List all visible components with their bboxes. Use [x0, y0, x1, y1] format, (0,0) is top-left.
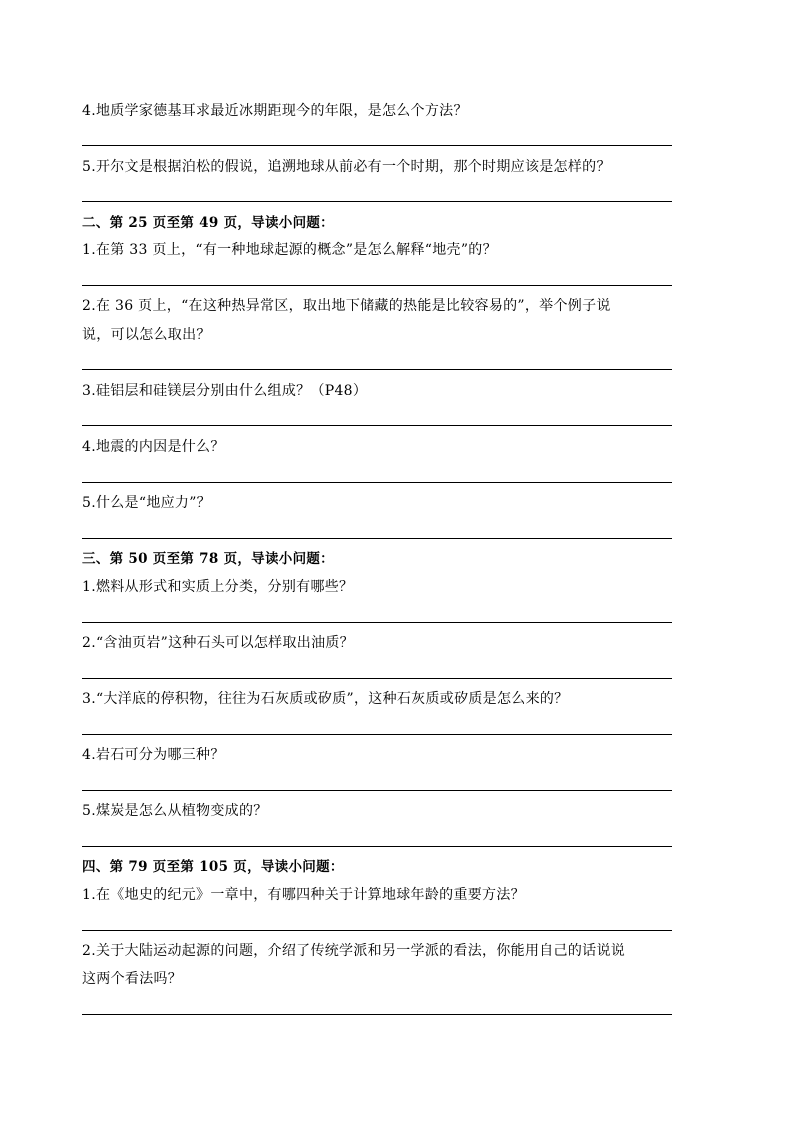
question-s2-q1: 1.在第 33 页上，“有一种地球起源的概念”是怎么解释“地壳”的？ — [82, 242, 497, 258]
question-s2-q3: 3.硅铝层和硅镁层分别由什么组成？（P48） — [82, 383, 368, 399]
question-s1-q5: 5.开尔文是根据泊松的假说，追溯地球从前必有一个时期，那个时期应该是怎样的？ — [82, 159, 611, 175]
answer-line-s2-q5 — [82, 538, 672, 539]
answer-line-s3-q2 — [82, 678, 672, 679]
question-s2-q5: 5.什么是“地应力”？ — [82, 495, 211, 511]
answer-line-s2-q3 — [82, 425, 672, 426]
section3-heading: 三、第 50 页至第 78 页，导读小问题： — [82, 551, 334, 567]
answer-line-s2-q4 — [82, 482, 672, 483]
section4-heading: 四、第 79 页至第 105 页，导读小问题： — [82, 859, 344, 875]
answer-line-s3-q1 — [82, 622, 672, 623]
answer-line-s4-q2 — [82, 1014, 672, 1015]
question-s3-q1: 1.燃料从形式和实质上分类，分别有哪些？ — [82, 579, 354, 595]
question-s3-q3: 3.“大洋底的停积物，往往为石灰质或矽质”，这种石灰质或矽质是怎么来的？ — [82, 691, 569, 707]
question-s4-q2-line2: 这两个看法吗？ — [82, 971, 183, 987]
question-s4-q2-line1: 2.关于大陆运动起源的问题，介绍了传统学派和另一学派的看法，你能用自己的话说说 — [82, 943, 626, 959]
question-s3-q2: 2.“含油页岩”这种石头可以怎样取出油质？ — [82, 635, 354, 651]
question-s3-q5: 5.煤炭是怎么从植物变成的？ — [82, 803, 268, 819]
answer-line-s2-q2 — [82, 369, 672, 370]
question-s2-q2-line2: 说，可以怎么取出？ — [82, 327, 211, 343]
answer-line-s4-q1 — [82, 930, 672, 931]
question-s4-q1: 1.在《地史的纪元》一章中，有哪四种关于计算地球年龄的重要方法？ — [82, 887, 525, 903]
answer-line-s3-q5 — [82, 846, 672, 847]
section2-heading: 二、第 25 页至第 49 页，导读小问题： — [82, 215, 334, 231]
question-s1-q4: 4.地质学家德基耳求最近冰期距现今的年限，是怎么个方法？ — [82, 103, 468, 119]
question-s2-q4: 4.地震的内因是什么？ — [82, 439, 225, 455]
answer-line-s2-q1 — [82, 285, 672, 286]
question-s2-q2-line1: 2.在 36 页上，“在这种热异常区，取出地下储藏的热能是比较容易的”，举个例子说 — [82, 298, 611, 314]
question-s3-q4: 4.岩石可分为哪三种？ — [82, 747, 225, 763]
answer-line-s3-q3 — [82, 734, 672, 735]
answer-line-s1-q5 — [82, 201, 672, 202]
answer-line-s1-q4 — [82, 145, 672, 146]
answer-line-s3-q4 — [82, 790, 672, 791]
